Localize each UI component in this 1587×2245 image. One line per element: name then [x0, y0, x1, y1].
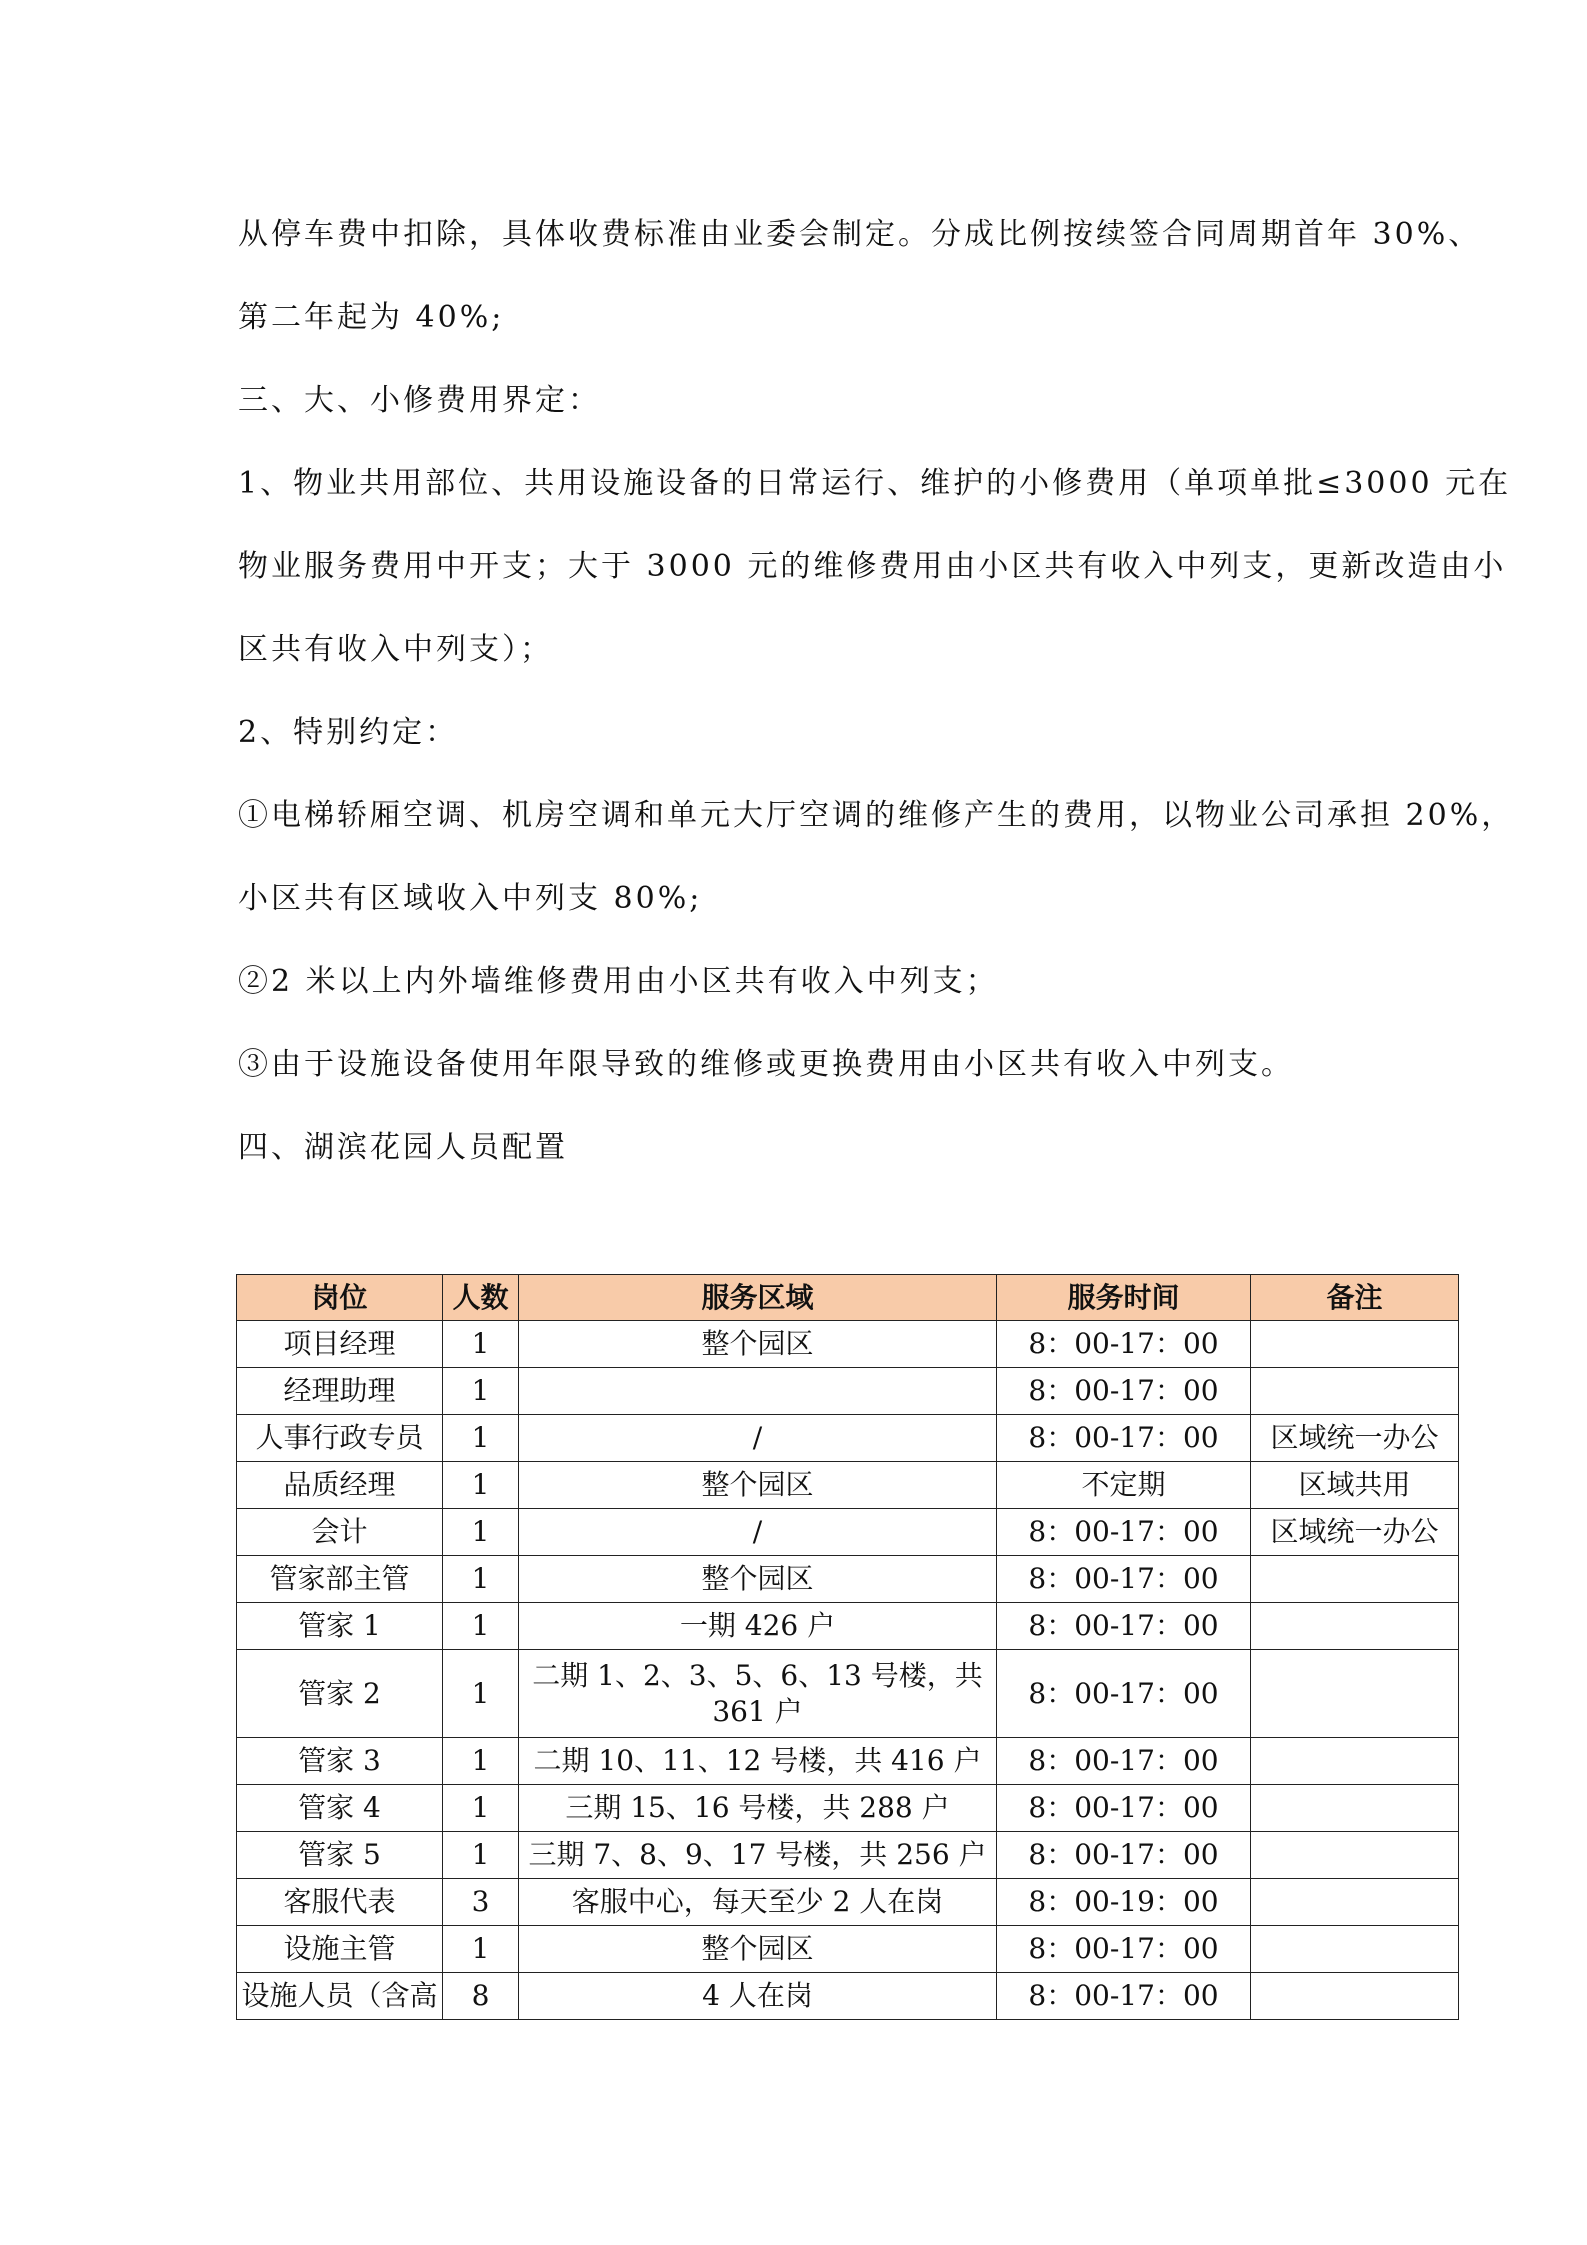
section-heading-repair-fees: 三、大、小修费用界定： — [238, 383, 601, 418]
table-row — [237, 1832, 1459, 1879]
cell-service-area: 整个园区 — [519, 1926, 997, 1973]
cell-headcount: 1 — [443, 1509, 519, 1556]
cell-position: 设施人员（含高 — [237, 1973, 443, 2020]
header-remarks: 备注 — [1251, 1275, 1459, 1321]
header-headcount: 人数 — [443, 1275, 519, 1321]
cell-remarks — [1251, 1738, 1459, 1785]
cell-remarks — [1251, 1973, 1459, 2020]
cell-remarks — [1251, 1832, 1459, 1879]
paragraph-wall-repair: ②2 米以上内外墙维修费用由小区共有收入中列支； — [238, 964, 999, 999]
cell-service-area: 4 人在岗 — [519, 1973, 997, 2020]
table-row — [237, 1973, 1459, 2020]
cell-position: 管家部主管 — [237, 1556, 443, 1603]
cell-position: 品质经理 — [237, 1462, 443, 1509]
cell-remarks — [1251, 1785, 1459, 1832]
cell-headcount: 1 — [443, 1832, 519, 1879]
cell-service-time: 8：00-17：00 — [997, 1556, 1251, 1603]
cell-remarks — [1251, 1650, 1459, 1738]
cell-service-time: 不定期 — [997, 1462, 1251, 1509]
cell-service-time: 8：00-19：00 — [997, 1879, 1251, 1926]
paragraph-ac-repair: ①电梯轿厢空调、机房空调和单元大厅空调的维修产生的费用，以物业公司承担 20%， — [238, 798, 1515, 833]
cell-service-area: / — [519, 1509, 997, 1556]
cell-service-time: 8：00-17：00 — [997, 1738, 1251, 1785]
cell-service-area: 整个园区 — [519, 1321, 997, 1368]
cell-position: 项目经理 — [237, 1321, 443, 1368]
cell-remarks — [1251, 1926, 1459, 1973]
cell-service-area: 三期 7、8、9、17 号楼，共 256 户 — [519, 1832, 997, 1879]
cell-position: 管家 1 — [237, 1603, 443, 1650]
cell-position: 管家 4 — [237, 1785, 443, 1832]
table-row — [237, 1321, 1459, 1368]
cell-service-time: 8：00-17：00 — [997, 1832, 1251, 1879]
section-heading-staffing: 四、湖滨花园人员配置 — [238, 1130, 568, 1165]
paragraph-special-terms: 2、特别约定： — [238, 715, 459, 750]
cell-service-area — [519, 1368, 997, 1415]
cell-service-area: 整个园区 — [519, 1462, 997, 1509]
header-position: 岗位 — [237, 1275, 443, 1321]
table-row — [237, 1926, 1459, 1973]
cell-headcount: 1 — [443, 1462, 519, 1509]
cell-remarks — [1251, 1879, 1459, 1926]
staffing-table — [236, 1274, 1459, 2020]
paragraph-ac-repair-cont: 小区共有区域收入中列支 80%; — [238, 881, 703, 916]
table-row — [237, 1368, 1459, 1415]
cell-headcount: 1 — [443, 1650, 519, 1738]
cell-headcount: 1 — [443, 1603, 519, 1650]
cell-remarks — [1251, 1321, 1459, 1368]
table-header-row — [237, 1275, 1459, 1321]
cell-position: 客服代表 — [237, 1879, 443, 1926]
cell-headcount: 8 — [443, 1973, 519, 2020]
table-row — [237, 1509, 1459, 1556]
cell-service-time: 8：00-17：00 — [997, 1603, 1251, 1650]
cell-headcount: 1 — [443, 1415, 519, 1462]
cell-headcount: 1 — [443, 1556, 519, 1603]
cell-service-area: 二期 1、2、3、5、6、13 号楼，共 361 户 — [519, 1650, 997, 1738]
cell-service-area: 一期 426 户 — [519, 1603, 997, 1650]
cell-position: 人事行政专员 — [237, 1415, 443, 1462]
cell-service-time: 8：00-17：00 — [997, 1415, 1251, 1462]
cell-service-time: 8：00-17：00 — [997, 1321, 1251, 1368]
cell-remarks — [1251, 1556, 1459, 1603]
cell-position: 设施主管 — [237, 1926, 443, 1973]
cell-headcount: 1 — [443, 1321, 519, 1368]
cell-service-time: 8：00-17：00 — [997, 1785, 1251, 1832]
cell-service-time: 8：00-17：00 — [997, 1926, 1251, 1973]
cell-remarks: 区域统一办公 — [1251, 1509, 1459, 1556]
paragraph-minor-repair-end: 区共有收入中列支）； — [238, 632, 553, 667]
paragraph-second-year: 第二年起为 40%; — [238, 300, 505, 335]
table-row — [237, 1738, 1459, 1785]
header-service-time: 服务时间 — [997, 1275, 1251, 1321]
table-row — [237, 1650, 1459, 1738]
header-service-area: 服务区域 — [519, 1275, 997, 1321]
paragraph-parking-fee: 从停车费中扣除，具体收费标准由业委会制定。分成比例按续签合同周期首年 30%、 — [238, 217, 1482, 252]
cell-position: 会计 — [237, 1509, 443, 1556]
cell-position: 管家 2 — [237, 1650, 443, 1738]
cell-headcount: 1 — [443, 1926, 519, 1973]
cell-position: 管家 5 — [237, 1832, 443, 1879]
cell-headcount: 3 — [443, 1879, 519, 1926]
cell-remarks — [1251, 1368, 1459, 1415]
table-row — [237, 1879, 1459, 1926]
cell-remarks — [1251, 1603, 1459, 1650]
cell-headcount: 1 — [443, 1368, 519, 1415]
cell-service-time: 8：00-17：00 — [997, 1650, 1251, 1738]
table-row — [237, 1785, 1459, 1832]
cell-service-time: 8：00-17：00 — [997, 1509, 1251, 1556]
table-row — [237, 1415, 1459, 1462]
cell-service-area: 客服中心，每天至少 2 人在岗 — [519, 1879, 997, 1926]
table-row — [237, 1556, 1459, 1603]
table-row — [237, 1462, 1459, 1509]
paragraph-equipment-age: ③由于设施设备使用年限导致的维修或更换费用由小区共有收入中列支。 — [238, 1047, 1294, 1082]
table-row — [237, 1603, 1459, 1650]
cell-remarks: 区域共用 — [1251, 1462, 1459, 1509]
cell-service-area: 二期 10、11、12 号楼，共 416 户 — [519, 1738, 997, 1785]
cell-service-area: 整个园区 — [519, 1556, 997, 1603]
cell-headcount: 1 — [443, 1738, 519, 1785]
cell-service-area: / — [519, 1415, 997, 1462]
cell-position: 经理助理 — [237, 1368, 443, 1415]
cell-headcount: 1 — [443, 1785, 519, 1832]
paragraph-minor-repair-cont: 物业服务费用中开支；大于 3000 元的维修费用由小区共有收入中列支，更新改造由小 — [238, 549, 1507, 584]
cell-service-time: 8：00-17：00 — [997, 1973, 1251, 2020]
paragraph-minor-repair: 1、物业共用部位、共用设施设备的日常运行、维护的小修费用（单项单批≤3000 元在 — [238, 466, 1512, 501]
cell-position: 管家 3 — [237, 1738, 443, 1785]
cell-service-area: 三期 15、16 号楼，共 288 户 — [519, 1785, 997, 1832]
cell-service-time: 8：00-17：00 — [997, 1368, 1251, 1415]
cell-remarks: 区域统一办公 — [1251, 1415, 1459, 1462]
